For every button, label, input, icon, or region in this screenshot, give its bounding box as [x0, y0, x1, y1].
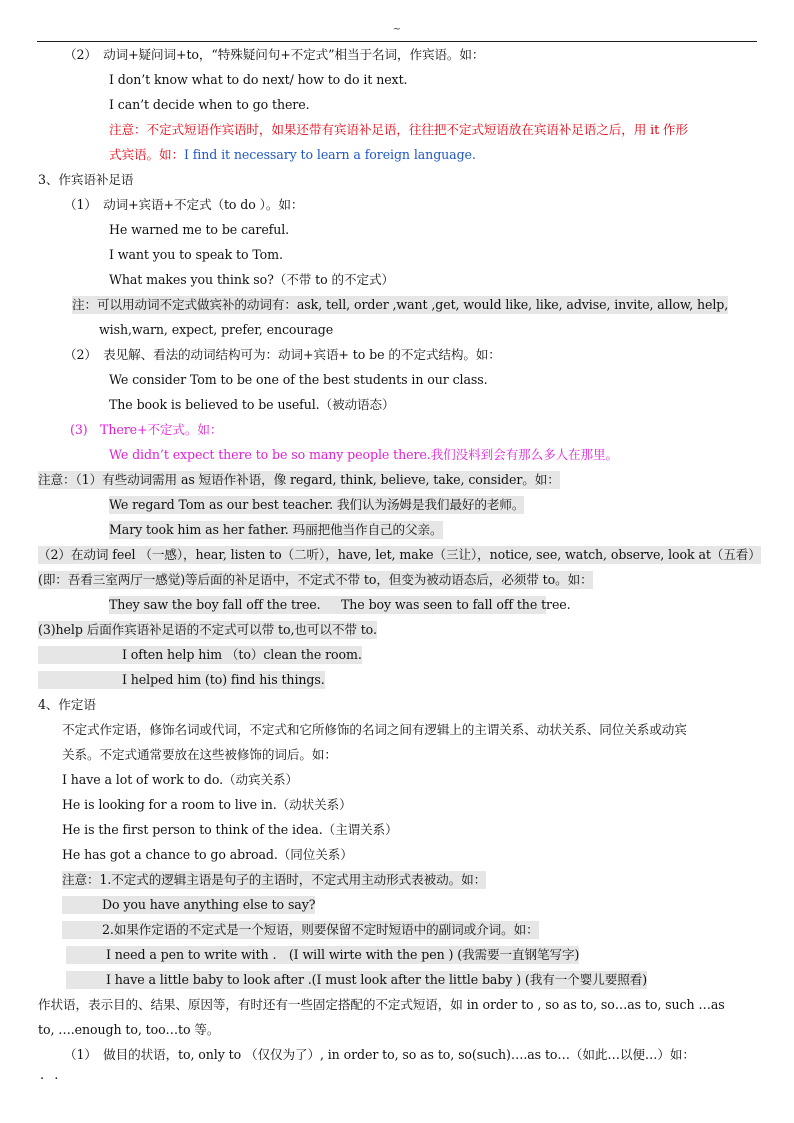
- example-line: [109, 596, 571, 614]
- active-example: They saw the boy fall off the tree.: [109, 597, 321, 612]
- paragraph-line: 关系。不定式通常要放在这些被修饰的词后。如：: [62, 747, 337, 762]
- example-line: The book is believed to be useful.（被动语态）: [109, 397, 395, 412]
- paragraph-line: 不定式作定语，修饰名词或代词，不定式和它所修饰的名词之间有逻辑上的主谓关系、动状关系、同位关系或动宾: [62, 722, 687, 737]
- example-line: We didn’t expect there to be so many people there.我们没料到会有那么多人在那里。: [109, 447, 619, 462]
- note-as-phrase: 注意：（1）有些动词需用 as 短语作补语，像 regard, think, believe, take, consider。如：: [38, 472, 560, 487]
- note-line-cont: [109, 146, 476, 164]
- example-line: I have a lot of work to do.（动宾关系）: [62, 772, 298, 787]
- example-line: I can’t decide when to go there.: [109, 97, 310, 112]
- header-mark: ~: [392, 24, 402, 35]
- example-line: I often help him （to）clean the room.: [38, 646, 362, 664]
- example-line: Do you have anything else to say?: [62, 896, 315, 914]
- example-line: We consider Tom to be one of the best students in our class.: [109, 372, 488, 387]
- note-line: 注意：1.不定式的逻辑主语是句子的主语时，不定式用主动形式表被动。如：: [62, 872, 487, 887]
- section-4-heading: 4、作定语: [38, 697, 96, 712]
- item-2-heading: （2） 动词+疑问词+to，“特殊疑问句+不定式”相当于名词，作宾语。如：: [64, 47, 485, 62]
- item-3-heading: (3) There+不定式。如：: [70, 422, 223, 437]
- example-line: Mary took him as her father. 玛丽把他当作自己的父亲。: [109, 522, 443, 537]
- section-3-heading: 3、作宾语补足语: [38, 172, 134, 187]
- footer-mark: . .: [40, 1068, 62, 1083]
- example-line: He has got a chance to go abroad.（同位关系）: [62, 847, 353, 862]
- note-help: (3)help 后面作宾语补足语的不定式可以带 to,也可以不带 to.: [38, 622, 377, 637]
- example-line: He is looking for a room to live in.（动状关系）: [62, 797, 352, 812]
- example-line: He warned me to be careful.: [109, 222, 290, 237]
- note-example: I find it necessary to learn a foreign language.: [183, 147, 476, 162]
- example-line: I want you to speak to Tom.: [109, 247, 283, 262]
- passive-example: The boy was seen to fall off the tree.: [341, 597, 571, 612]
- item-1-heading: （1） 动词+宾语+不定式（to do ）。如：: [64, 197, 304, 212]
- example-line: I have a little baby to look after .(I must look after the little baby ) (我有一个婴儿要照看): [66, 971, 647, 989]
- item-2-heading: （2） 表见解、看法的动词结构可为：动词+宾语+ to be 的不定式结构。如：: [64, 347, 501, 362]
- paragraph-line: to, ….enough to, too…to 等。: [38, 1022, 220, 1037]
- header-rule: [37, 41, 757, 42]
- note-line: 2.如果作定语的不定式是一个短语，则要保留不定时短语中的副词或介词。如：: [62, 921, 539, 939]
- example-line: He is the first person to think of the idea.（主谓关系）: [62, 822, 398, 837]
- paragraph-line: 作状语，表示目的、结果、原因等，有时还有一些固定搭配的不定式短语，如 in order to , so as to, so…as to, such …as: [38, 997, 725, 1012]
- item-1-heading: （1） 做目的状语，to, only to （仅仅为了）, in order to, so as to, so(such)….as to…（如此…以便…）如：: [64, 1047, 695, 1062]
- note-sense-verbs-cont: (即：吾看三室两厅一感觉)等后面的补足语中，不定式不带 to，但变为被动语态后，必须带 to。如：: [38, 572, 593, 587]
- example-line: I need a pen to write with . (I will wirte with the pen ) (我需要一直钢笔写字): [66, 946, 579, 964]
- example-line: I helped him (to) find his things.: [38, 671, 325, 689]
- note-sense-verbs: （2）在动词 feel （一感），hear, listen to（二听），have, let, make（三让），notice, see, watch, observe, look at（五看）: [38, 547, 761, 562]
- note-prefix: 式宾语。如：: [109, 147, 184, 162]
- verb-list-note: 注：可以用动词不定式做宾补的动词有：ask, tell, order ,want ,get, would like, like, advise, invite, allow, help,: [72, 297, 729, 312]
- note-line: 注意：不定式短语作宾语时，如果还带有宾语补足语，往往把不定式短语放在宾语补足语之后，用 it 作形: [109, 122, 688, 137]
- example-line: What makes you think so?（不带 to 的不定式）: [109, 272, 394, 287]
- example-line: I don’t know what to do next/ how to do it next.: [109, 72, 408, 87]
- example-line: We regard Tom as our best teacher. 我们认为汤姆是我们最好的老师。: [109, 497, 525, 512]
- verb-list-cont: wish,warn, expect, prefer, encourage: [99, 322, 334, 337]
